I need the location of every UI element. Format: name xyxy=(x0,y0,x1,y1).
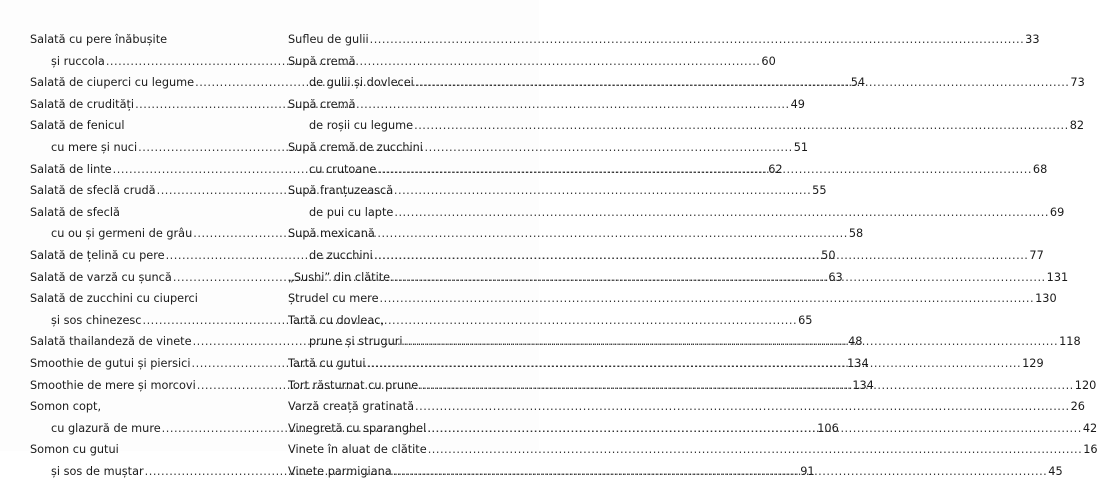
entry-title: Smoothie de mere și morcovi xyxy=(30,378,196,392)
page-number: 91 xyxy=(800,464,815,478)
page-number: 106 xyxy=(817,421,839,435)
entry-title: cu mere și nuci xyxy=(51,140,138,154)
dot-leader xyxy=(419,375,1074,397)
entry-title: cu ou și germeni de grâu xyxy=(51,227,193,241)
entry-title: Salată thailandeză de vinete xyxy=(30,335,192,349)
index-entry-line xyxy=(30,29,263,51)
page-number: 58 xyxy=(848,227,864,241)
page-number: 33 xyxy=(1025,33,1040,46)
entry-title: Vinete în aluat de clătite xyxy=(288,443,427,457)
page-number: 131 xyxy=(1046,270,1069,284)
page-number: 26 xyxy=(1070,400,1085,414)
index-entry-line xyxy=(30,202,263,224)
entry-title: Somon cu gutui xyxy=(30,443,119,457)
dot-leader xyxy=(404,331,1059,353)
entry-title: și sos de muștar xyxy=(51,464,144,478)
page-number: 129 xyxy=(1022,356,1044,370)
entry-title: Vinegretă cu sparanghel xyxy=(288,421,427,435)
page-number: 55 xyxy=(812,184,827,198)
dot-leader xyxy=(380,288,1035,310)
dot-leader xyxy=(415,72,1070,94)
entry-title: Supă franțuzească xyxy=(288,184,394,198)
page-number: 16 xyxy=(1083,443,1098,457)
dot-leader xyxy=(377,159,1032,181)
dot-leader xyxy=(414,115,1069,137)
dot-leader xyxy=(428,439,1083,461)
entry-title: Varză creață gratinată xyxy=(288,400,415,414)
index-entry-line xyxy=(288,396,1085,418)
page-number: 130 xyxy=(1035,292,1057,306)
page-number: 48 xyxy=(848,335,863,349)
entry-title: Vinete parmigiana xyxy=(288,464,392,478)
index-entry-line xyxy=(30,115,263,137)
entry-title: Supă cremă xyxy=(288,97,356,111)
index-entry-line xyxy=(288,137,518,159)
page-number: 134 xyxy=(847,356,869,370)
entry-title: Supă cremă xyxy=(288,54,356,68)
entry-title: Tartă cu gutui xyxy=(288,356,366,370)
entry-title: Ștrudel cu mere xyxy=(288,292,379,306)
index-entry-line xyxy=(30,288,263,310)
entry-title: Salată de sfeclă xyxy=(30,205,120,219)
index-entry xyxy=(288,439,1098,461)
index-entry-line xyxy=(288,223,518,245)
dot-leader xyxy=(374,245,1029,267)
index-entry xyxy=(288,29,1040,51)
entry-title: Sufleu de gulii xyxy=(288,33,369,46)
entry-title: „Sushi” din clătite xyxy=(288,270,391,284)
index-entry xyxy=(288,396,1085,418)
entry-title: de roșii cu legume xyxy=(309,119,414,133)
dot-leader xyxy=(367,353,1022,375)
entry-title: de zucchini xyxy=(309,248,373,262)
page-number: 68 xyxy=(1032,162,1048,176)
index-entry-line xyxy=(288,115,1085,137)
entry-title: de gulii și dovlecei xyxy=(309,76,414,90)
page-number: 63 xyxy=(828,270,843,284)
page-number: 73 xyxy=(1070,76,1085,90)
index-entry-line xyxy=(288,310,518,332)
entry-title: de pui cu lapte xyxy=(309,205,394,219)
page-number: 118 xyxy=(1059,335,1081,349)
index-entry-line xyxy=(288,29,1040,51)
dot-leader xyxy=(415,396,1070,418)
index-entry-line xyxy=(288,439,1098,461)
entry-title: Tartă cu dovleac, xyxy=(288,313,385,327)
entry-title: și sos chinezesc xyxy=(51,313,142,327)
page-number: 54 xyxy=(850,76,866,90)
entry-title: cu crutoane xyxy=(309,162,377,176)
entry-title: Supă mexicană xyxy=(288,227,375,241)
page-number: 50 xyxy=(821,248,836,262)
dot-leader xyxy=(393,461,1048,482)
index-entry-line xyxy=(288,51,518,73)
entry-title: Salată de fenicul xyxy=(30,119,125,133)
entry-title: Smoothie de gutui și piersici xyxy=(30,356,191,370)
index-entry-line xyxy=(30,439,263,461)
dot-leader xyxy=(391,267,1046,289)
page-number: 77 xyxy=(1029,248,1044,262)
page-number: 82 xyxy=(1069,119,1085,133)
index-entry xyxy=(288,288,1057,310)
entry-title: Salată de sfeclă crudă xyxy=(30,184,156,198)
entry-title: Salată de varză cu șuncă xyxy=(30,270,172,284)
page-number: 65 xyxy=(798,313,813,327)
entry-title: și ruccola xyxy=(51,54,105,68)
entry-title: Tort răsturnat cu prune xyxy=(288,378,419,392)
entry-title: cu glazură de mure xyxy=(51,421,161,435)
page-number: 60 xyxy=(761,54,776,68)
index-entry-line xyxy=(30,396,263,418)
dot-leader xyxy=(370,29,1025,51)
entry-title: Salată cu pere înăbușite xyxy=(30,33,168,46)
index-entry-line xyxy=(288,180,518,202)
index-entry-line xyxy=(288,288,1057,310)
page-number: 49 xyxy=(790,97,805,111)
page-number: 62 xyxy=(768,162,783,176)
entry-title: Salată de linte xyxy=(30,162,112,176)
entry-title: Salată de crudități xyxy=(30,97,135,111)
index-entry-line xyxy=(288,202,1065,224)
page-number: 134 xyxy=(852,378,874,392)
entry-title: Supă cremă de zucchini xyxy=(288,140,423,154)
page-number: 45 xyxy=(1048,464,1063,478)
entry-title: prune și struguri xyxy=(309,335,403,349)
entry-title: Salată de ciuperci cu legume xyxy=(30,76,195,90)
dot-leader xyxy=(427,418,1082,440)
dot-leader xyxy=(394,202,1049,224)
index-entry-line xyxy=(288,94,518,116)
entry-title: Salată de țelină cu pere xyxy=(30,248,165,262)
page-number: 51 xyxy=(793,140,809,154)
page-number: 120 xyxy=(1074,378,1097,392)
page-number: 69 xyxy=(1049,205,1065,219)
entry-title: Somon copt, xyxy=(30,400,102,414)
page-number: 42 xyxy=(1082,421,1098,435)
entry-title: Salată de zucchini cu ciuperci xyxy=(30,292,198,306)
